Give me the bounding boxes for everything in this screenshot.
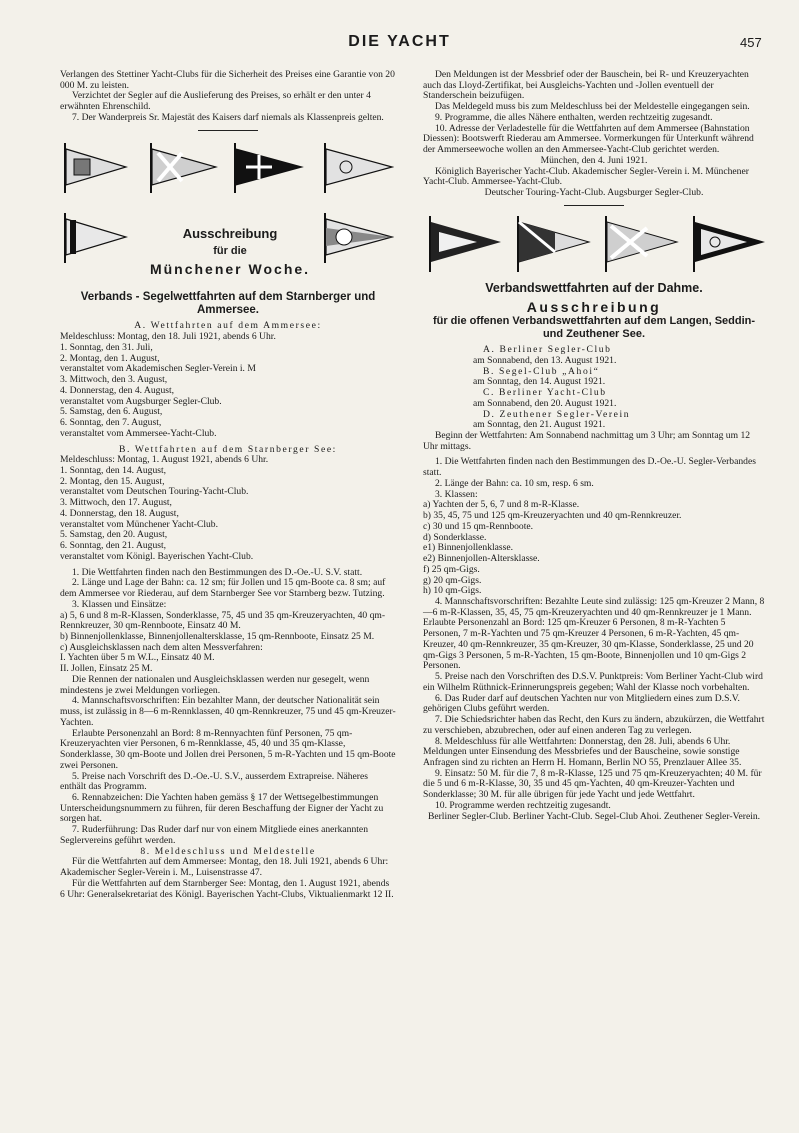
list-item: veranstaltet vom Akademischen Segler-Verein i. M [60,363,256,375]
list-item: 5. Samstag, den 20. August, [60,529,168,541]
list-item: veranstaltet vom Deutschen Touring-Yacht-Club. [60,486,249,498]
list-item: 6. Sonntag, den 7. August, [60,417,162,429]
signature-clubs: Königlich Bayerischer Yacht-Club. Akademischer Segler-Verein i. M. Münchener Yacht-Club. Ammersee-Yacht-Club. [423,165,749,188]
rule-9: 9. Einsatz: 50 M. für die 7, 8 m-R-Klasse, 125 und 75 qm-Kreuzeryachten; 40 M. für die 5 und 6 m-R-Klasse, 30, 35 und 45 qm-Yachten, 40 qm-Kreuzer-Yachten und Sonderklasse; 30 M. für alle übrigen für jede Yacht und jede Wettfahrt. [423,767,762,801]
journal-title: DIE YACHT [348,33,451,50]
left-column [60,70,396,900]
rule-3c: c) Ausgleichsklassen nach dem alten Messverfahren: [60,641,263,653]
beginn-text: Beginn der Wettfahrten: Am Sonnabend nachmittag um 3 Uhr; am Sonntag um 12 Uhr mittags. [423,429,751,452]
section-b-title: B. Wettfahrten auf dem Starnberger See: [119,443,337,455]
rule-4b: Erlaubte Personenzahl an Bord: 8 m-Rennyachten fünf Personen, 75 qm-Kreuzeryachten vier Personen, 6 m-Rennklasse, 45, 40 und 35 qm-Klasse, Sonderklasse, 30 qm-Boote und Jollen drei Personen, 5 m-R-Yachten und 15 qm-Boote zwei Personen. [60,727,396,771]
list-item: g) 20 qm-Gigs. [423,574,482,586]
list-item: 2. Montag, den 1. August, [60,352,160,364]
rule-1: 1. Die Wettfahrten finden nach den Bestimmungen des D.-Oe.-U. S.V. statt. [72,566,363,578]
rule-8-title: 8. Meldeschluss und Meldestelle [140,845,316,857]
section-divider [198,130,258,131]
page-number: 457 [740,35,762,50]
rule-3a: a) 5, 6 und 8 m-R-Klassen, Sonderklasse, 75, 45 und 35 qm-Kreuzeryachten, 40 qm-Rennkreuzer, 30 qm-Rennboote, Einsatz 40 M. [60,609,386,632]
heading-ausschreibung-dahme: Ausschreibung [526,298,662,315]
list-item: 4. Donnerstag, den 4. August, [60,384,175,396]
section-a-title: A. Wettfahrten auf dem Ammersee: [134,320,322,332]
list-item: veranstaltet vom Augsburger Segler-Club. [60,395,222,407]
section-a-meldeschluss: Meldeschluss: Montag, den 18. Juli 1921, abends 6 Uhr. [60,331,276,343]
club-burgees-dahme [423,212,765,276]
burgee-z-flag-icon [691,214,767,272]
section-divider [564,205,624,206]
intro-paragraph-1: Verlangen des Stettiner Yacht-Clubs für die Sicherheit des Preises eine Garantie von 20 000 M. zu leisten. [60,69,395,91]
list-item: 3. Mittwoch, den 3. August, [60,374,168,386]
club-date: am Sonnabend, den 20. August 1921. [473,397,617,409]
rule-3d: Die Rennen der nationalen und Ausgleichsklassen werden nur gesegelt, wenn mindestens je zwei Meldungen vorliegen. [60,673,370,696]
signature-clubs-2: Deutscher Touring-Yacht-Club. Augsburger Segler-Club. [484,187,704,199]
burgee-dark-flag-icon [427,214,503,272]
club-name: D. Zeuthener Segler-Verein [483,408,631,420]
signature-clubs: Berliner Segler-Club. Berliner Yacht-Club. Segel-Club Ahoi. Zeuthener Segler-Verein. [427,810,761,822]
rule-5: 5. Preise nach Vorschrift des D.-Oe.-U. S.V., ausserdem Extrapreise. Näheres enthält das Programm. [60,770,368,793]
list-item: 5. Samstag, den 6. August, [60,406,163,418]
heading-ausschreibung: Ausschreibung [182,225,278,241]
list-item: 4. Donnerstag, den 18. August, [60,507,179,519]
rule-6: 6. Das Ruder darf auf deutschen Yachten nur von Mitgliedern eines zum D.S.V. gehörigen Clubs geführt werden. [423,692,740,715]
heading-muenchener-woche: Münchener Woche. [149,260,311,277]
club-date: am Sonntag, den 21. August 1921. [473,419,606,431]
text-paragraph: Das Meldegeld muss bis zum Meldeschluss bei der Meldestelle eingegangen sein. [435,101,750,113]
rule-4: 4. Mannschaftsvorschriften: Bezahlte Leute sind zulässig: 125 qm-Kreuzer 2 Mann, 8—6 m-R-Klassen, 35, 45, 75 qm-Kreuzeryachten und 40 qm-Rennkreuzer je 1 Mann. Erlaubte Personenzahl an Bord: 125 qm-Kreuzer 6 Personen, 8 m-R-Yachten 5 Personen, 7 m-R-Yachten und 75 qm-Kreuzer 4 Personen, 6 m-R-Yachten, 45 qm-Kreuzer, 40 qm-Rennkreuzer, 35 qm-Kreuzer, 30 qm-Klasse, Sonderklasse, 25 und 20 qm-Gigs 3 Personen, 5 m-R-Yachten, 15 qm-Boote, Binnenjollen und 10 qm-Gigs 2 Personen. [423,596,765,672]
club-burgees-munich [60,137,396,287]
burgee-anchor-flag-icon [322,141,394,193]
list-item: veranstaltet vom Münchener Yacht-Club. [60,518,218,530]
text-paragraph: Den Meldungen ist der Messbrief oder der Bauschein, bei R- und Kreuzeryachten auch das Lloyd-Zertifikat, bei Ausgleichs-Yachten und -Jollen eventuell der Standerschein beizufügen. [423,69,749,102]
rule-4: 4. Mannschaftsvorschriften: Ein bezahlter Mann, der deutscher Nationalität sein muss, ist zulässig in 8—6 m-Rennklassen, 40 qm-Rennkreuzer, 75 und 45 qm-Kreuzer-Yachten. [60,695,396,728]
rule-1: 1. Die Wettfahrten finden nach den Bestimmungen des D.-Oe.-U. Segler-Verbandes statt. [423,456,756,479]
club-name: A. Berliner Segler-Club [483,344,612,356]
rule-3c-2: II. Jollen, Einsatz 25 M. [60,663,153,675]
rule-3c-1: I. Yachten über 5 m W.L., Einsatz 40 M. [60,652,215,664]
burgee-black-flag-icon [232,141,304,193]
list-item: a) Yachten der 5, 6, 7 und 8 m-R-Klasse. [423,499,580,511]
list-item: h) 10 qm-Gigs. [423,585,482,597]
list-item: 1. Sonntag, den 14. August, [60,464,167,476]
burgee-saltire-flag-icon [603,214,679,272]
list-item: e2) Binnenjollen-Altersklasse. [423,553,540,565]
heading-dahme: Verbandswettfahrten auf der Dahme. [485,280,703,295]
intro-paragraph-2: Verzichtet der Segler auf die Auslieferung des Preises, so erhält er den unter 4 erwähnten Ehrenschild. [60,90,371,113]
intro-paragraph-3: 7. Der Wanderpreis Sr. Majestät des Kaisers darf niemals als Klassenpreis gelten. [72,111,384,123]
list-item: d) Sonderklasse. [423,531,487,543]
rule-3: 3. Klassen: [435,488,478,500]
signature-date: München, den 4. Juni 1921. [540,154,648,166]
list-item: c) 30 und 15 qm-Rennboote. [423,520,534,532]
club-date: am Sonnabend, den 13. August 1921. [473,354,617,366]
rule-2: 2. Länge und Lage der Bahn: ca. 12 sm; für Jollen und 15 qm-Boote ca. 8 sm; auf dem Ammersee vor Riederau, auf dem Starnberger See vor Starnberg bezw. Tutzing. [60,577,386,600]
section-b-meldeschluss: Meldeschluss: Montag, 1. August 1921, abends 6 Uhr. [60,454,269,466]
list-item: f) 25 qm-Gigs. [423,563,480,575]
list-item: veranstaltet vom Ammersee-Yacht-Club. [60,427,217,439]
rule-8a: Für die Wettfahrten auf dem Ammersee: Montag, den 18. Juli 1921, abends 6 Uhr: Akademischer Segler-Verein i. M., Luisenstrasse 47. [60,856,389,879]
club-name: B. Segel-Club „Ahoi“ [483,365,600,377]
list-item: veranstaltet vom Königl. Bayerischen Yacht-Club. [60,550,254,562]
list-item: 6. Sonntag, den 21. August, [60,540,167,552]
rule-6: 6. Rennabzeichen: Die Yachten haben gemäss § 17 der Wettsegelbestimmungen Unterscheidungsnummern zu führen, für deren Beschaffung der Eigner der Yacht zu sorgen hat. [60,792,384,825]
text-paragraph: 9. Programme, die alles Nähere enthalten, werden rechtzeitig zugesandt. [435,111,713,123]
rule-7: 7. Ruderführung: Das Ruder darf nur von einem Mitgliede eines anerkannten Seglervereins geführt werden. [60,824,368,846]
list-item: b) 35, 45, 75 und 125 qm-Kreuzeryachten und 40 qm-Rennkreuzer. [423,510,682,522]
list-item: e1) Binnenjollenklasse. [423,542,514,554]
list-item: 3. Mittwoch, den 17. August, [60,497,172,509]
rule-10: 10. Programme werden rechtzeitig zugesandt. [435,799,611,811]
rule-2: 2. Länge der Bahn: ca. 10 sm, resp. 6 sm. [435,477,594,489]
right-column [423,70,765,822]
burgee-flag-icon [62,141,128,193]
list-item: 1. Sonntag, den 31. Juli, [60,341,153,353]
rule-8b: Für die Wettfahrten auf dem Starnberger See: Montag, den 1. August 1921, abends 6 Uhr: Generalsekretariat des Königl. Bayerischen Yacht-Clubs, Viktualienmarkt 12 II. [60,877,394,900]
club-name: C. Berliner Yacht-Club [483,387,607,399]
burgee-split-flag-icon [515,214,591,272]
heading-verbands-segelwettfahrten: Verbands - Segelwettfahrten auf dem Starnberger und Ammersee. [80,290,376,316]
club-date: am Sonntag, den 14. August 1921. [473,376,606,388]
text-paragraph: 10. Adresse der Verladestelle für die Wettfahrten auf dem Ammersee (Bahnstation Diessen): Bootswerft Riederau am Ammersee. Vormerkungen für Unterkunft während der Ammerseewoche wollen an den Ammersee-Yacht-Club gerichtet werden. [423,122,754,156]
list-item: 2. Montag, den 15. August, [60,475,165,487]
rule-7: 7. Die Schiedsrichter haben das Recht, den Kurs zu ändern, abzukürzen, die Wettfahrt zu verschieben, abzubrechen, oder auf einen anderen Tag zu verlegen. [423,714,765,736]
burgee-cross-flag-icon [148,141,218,193]
burgee-emblem-flag-icon [322,211,394,263]
club-list [473,345,765,431]
heading-offene-wettfahrten: für die offenen Verbandswettfahrten auf dem Langen, Seddin- und Zeuthener See. [432,315,756,340]
heading-fuer-die: für die [213,244,247,257]
rule-5: 5. Preise nach den Vorschriften des D.S.V. Punktpreis: Vom Berliner Yacht-Club wird ein Wilhelm Rüthnick-Erinnerungspreis gegeben; Wahl der Klasse noch vorbehalten. [423,671,763,693]
rule-3: 3. Klassen und Einsätze: [72,598,167,610]
rule-8: 8. Meldeschluss für alle Wettfahrten: Donnerstag, den 28. Juli, abends 6 Uhr. Meldungen unter Einsendung des Messbriefes und der Bauscheine, sowie sonstige Anfragen sind zu richten an Herrn H. Homann, Berlin NO 55, Prenzlauer Allee 35. [423,735,742,769]
rule-3b: b) Binnenjollenklasse, Binnenjollenaltersklasse, 15 qm-Rennboote, Einsatz 25 M. [60,630,375,642]
burgee-striped-flag-icon [62,211,128,263]
